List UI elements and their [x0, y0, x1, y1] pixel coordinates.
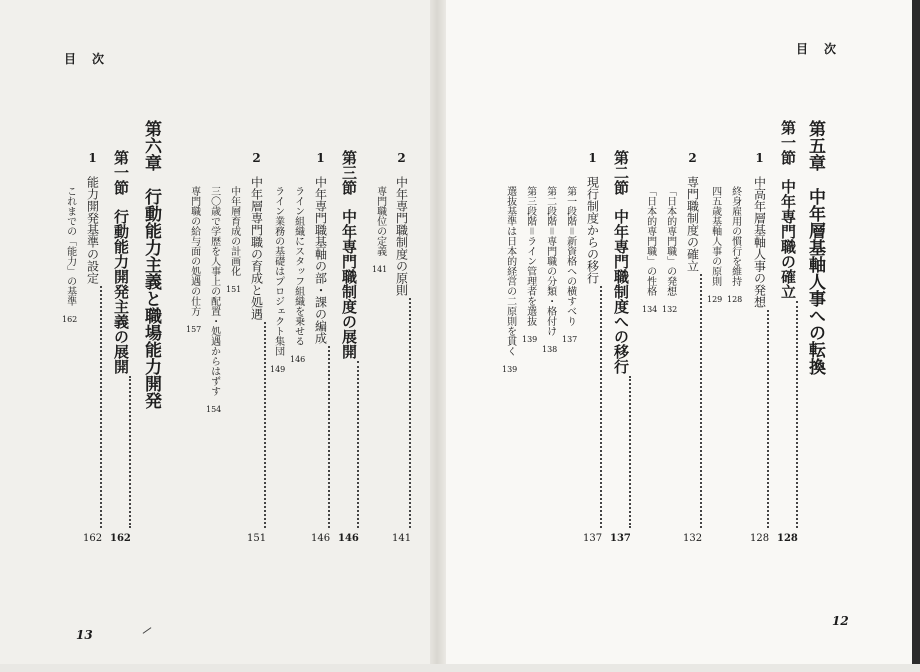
subsection-number: 2: [397, 151, 406, 165]
toc-entry-item[interactable]: [62, 186, 77, 324]
toc-entry-subsection[interactable]: [83, 152, 102, 544]
toc-entry-subsection[interactable]: [311, 152, 330, 544]
subsection-title: 中年専門職制度の原則: [394, 176, 409, 296]
section-title: 行動能力開発主義の展開: [111, 209, 130, 374]
subsection-number: 1: [316, 151, 325, 165]
subsection-title: 専門職制度の確立: [685, 176, 700, 272]
toc-entry-item[interactable]: [270, 186, 285, 374]
page-ref: 128: [727, 295, 743, 304]
section-number: 第一節: [111, 150, 130, 195]
page-ref: 157: [186, 325, 202, 334]
page-ref: 134: [642, 305, 658, 314]
page-ref: 162: [62, 315, 78, 324]
section-number: 第一節: [778, 120, 797, 165]
page-ref: 138: [542, 345, 558, 354]
toc-entry-item[interactable]: [662, 186, 677, 314]
section-title: 中年専門職の確立: [778, 179, 797, 299]
subsection-title: 中高年層基軸人事の発想: [752, 176, 767, 308]
page-ref: 139: [502, 365, 518, 374]
page-ref: 128: [750, 533, 770, 544]
page-ref: 162: [83, 533, 103, 544]
right-page-number: 12: [832, 614, 849, 628]
subsection-title: 中年専門職基軸の部・課の編成: [313, 176, 328, 344]
page-ref: 137: [583, 533, 603, 544]
item-title: 第一段階＝新資格への横すべり: [564, 186, 576, 326]
page-ref: 146: [311, 533, 331, 544]
item-title: 第三段階＝ライン管理者を選抜: [524, 186, 536, 326]
toc-entry-section[interactable]: [338, 150, 359, 544]
page-ref: 141: [372, 265, 388, 274]
subsection-title: 能力開発基準の設定: [85, 176, 100, 284]
dot-leader: [392, 298, 411, 528]
toc-entry-item[interactable]: [502, 186, 517, 374]
section-number: 第三節: [339, 150, 358, 195]
toc-entry-section[interactable]: [110, 150, 131, 544]
chapter-heading: [806, 120, 823, 544]
toc-entry-subsection[interactable]: [683, 152, 702, 544]
section-title: 中年専門職制度の展開: [339, 209, 358, 359]
subsection-number: 1: [88, 151, 97, 165]
page-ref: 149: [270, 365, 286, 374]
item-title: 「日本的専門職」の性格: [644, 186, 656, 296]
page-ref: 132: [683, 533, 703, 544]
subsection-number: 1: [755, 151, 764, 165]
subsection-number: 2: [252, 151, 261, 165]
toc-entry-item[interactable]: [206, 186, 221, 414]
left-page-header: 目次: [64, 52, 121, 66]
page-ref: 154: [206, 405, 222, 414]
item-title: ライン業務の基礎はプロジェクト集団: [272, 186, 284, 356]
item-title: 選抜基準は日本的経営の二原則を貫く: [504, 186, 516, 356]
item-title: 「日本的専門職」の発想: [664, 186, 676, 296]
toc-entry-subsection[interactable]: [392, 152, 411, 544]
page-ref: 146: [338, 533, 359, 544]
dot-leader: [247, 322, 266, 528]
toc-entry-item[interactable]: [562, 186, 577, 344]
left-page-number: 13: [76, 628, 93, 642]
chapter-heading: [142, 120, 159, 409]
toc-entry-subsection[interactable]: [583, 152, 602, 544]
subsection-title: 中年層専門職の育成と処遇: [249, 176, 264, 320]
item-title: 第二段階＝専門職の分類・格付け: [544, 186, 556, 336]
page-ref: 128: [777, 533, 798, 544]
toc-entry-subsection[interactable]: [750, 152, 769, 544]
dot-leader: [83, 286, 102, 528]
dot-leader: [311, 346, 330, 528]
toc-entry-section[interactable]: [777, 120, 798, 544]
toc-entry-item[interactable]: [727, 186, 742, 304]
subsection-number: 1: [588, 151, 597, 165]
page-ref: 137: [610, 533, 631, 544]
toc-entry-item[interactable]: [372, 186, 387, 274]
toc-entry-item[interactable]: [186, 186, 201, 334]
item-title: ライン組織にスタッフ組織を乗せる: [292, 186, 304, 346]
page-ref: 162: [110, 533, 131, 544]
section-number: 第二節: [611, 150, 630, 195]
book-gutter: [430, 0, 446, 672]
right-page-header: 目次: [796, 42, 853, 56]
page-ref: 139: [522, 335, 538, 344]
toc-entry-item[interactable]: [290, 186, 305, 364]
page-ref: 132: [662, 305, 678, 314]
scan-edge-bottom: [0, 664, 920, 672]
item-title: 四五歳基軸人事の原則: [709, 186, 721, 286]
dot-leader: [110, 376, 131, 528]
toc-entry-item[interactable]: [642, 186, 657, 314]
toc-entry-item[interactable]: [707, 186, 722, 304]
section-title: 中年専門職制度への移行: [611, 209, 630, 374]
dot-leader: [338, 361, 359, 528]
item-title: 専門職の給与面の処遇の仕方: [188, 186, 200, 316]
page-ref: 146: [290, 355, 306, 364]
toc-entry-subsection[interactable]: [247, 152, 266, 544]
toc-entry-item[interactable]: [542, 186, 557, 354]
dot-leader: [610, 376, 631, 528]
scan-edge: [912, 0, 920, 672]
toc-entry-section[interactable]: [610, 150, 631, 544]
dot-leader: [683, 274, 702, 528]
page-ref: 137: [562, 335, 578, 344]
subsection-title: 現行制度からの移行: [585, 176, 600, 284]
page-ref: 151: [226, 285, 242, 294]
dot-leader: [750, 310, 769, 528]
page-ref: 151: [247, 533, 267, 544]
toc-entry-item[interactable]: [522, 186, 537, 344]
item-title: 専門職位の定義: [374, 186, 386, 256]
item-title: 三〇歳で学歴を人事上の配置・処遇からはずす: [208, 186, 220, 396]
item-title: 中年層育成の計画化: [228, 186, 240, 276]
dot-leader: [777, 301, 798, 528]
page-ref: 141: [392, 533, 412, 544]
item-title: 終身雇用の慣行を維持: [729, 186, 741, 286]
dot-leader: [583, 286, 602, 528]
page-ref: 129: [707, 295, 723, 304]
toc-entry-item[interactable]: [226, 186, 241, 294]
subsection-number: 2: [688, 151, 697, 165]
chapter-title: 第五章 中年層基軸人事への転換: [805, 120, 825, 375]
chapter-title: 第六章 行動能力主義と職場能力開発: [141, 120, 161, 409]
item-title: これまでの「能力」の基準: [64, 186, 76, 306]
